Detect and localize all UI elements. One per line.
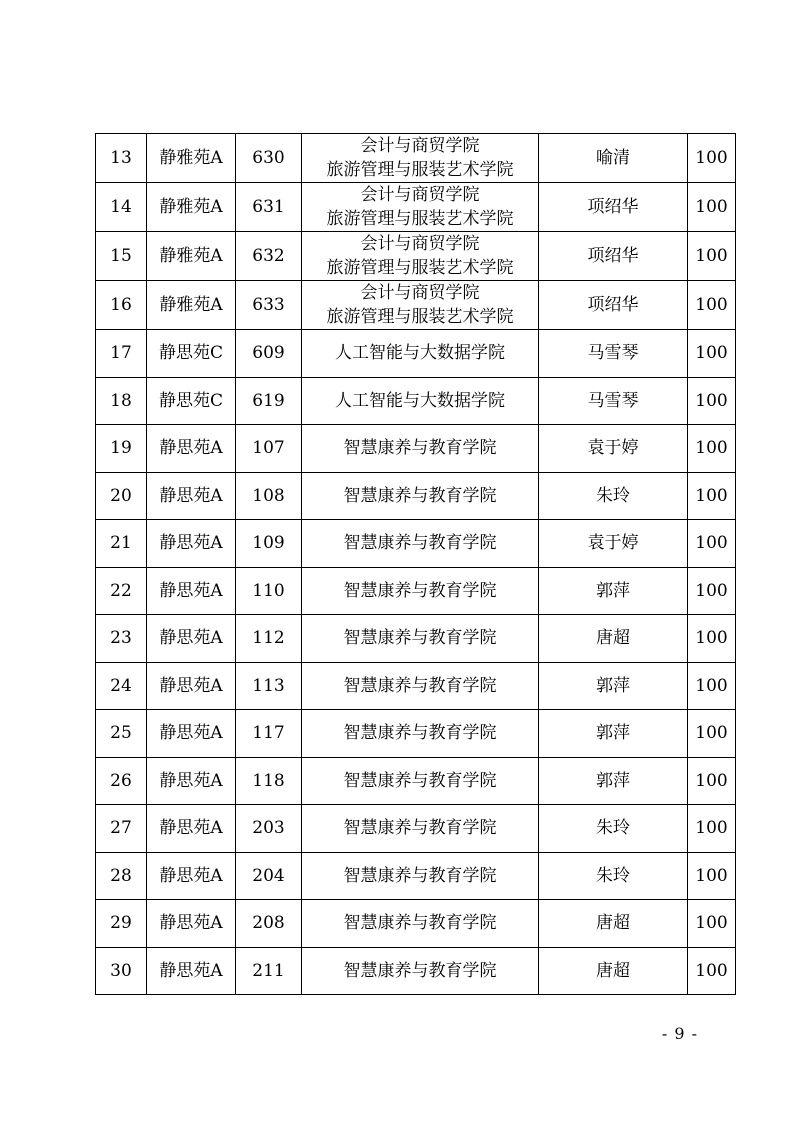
cell-room: 633 (236, 281, 302, 330)
cell-building: 静雅苑A (147, 281, 236, 330)
cell-building: 静思苑A (147, 520, 236, 568)
cell-college (302, 662, 539, 710)
cell-person: 项绍华 (539, 281, 688, 330)
table-row (96, 947, 736, 995)
cell-score: 100 (688, 520, 736, 568)
table-row (96, 805, 736, 853)
college-name: 会计与商贸学院 (360, 136, 480, 156)
cell-score: 100 (688, 281, 736, 330)
cell-building: 静雅苑A (147, 232, 236, 281)
cell-college (302, 615, 539, 663)
cell-person: 唐超 (539, 615, 688, 663)
cell-room: 110 (236, 567, 302, 615)
college-name: 旅游管理与服装艺术学院 (326, 160, 514, 180)
cell-room: 204 (236, 852, 302, 900)
cell-building: 静思苑A (147, 710, 236, 758)
college-name: 智慧康养与教育学院 (343, 628, 497, 649)
cell-person: 郭萍 (539, 567, 688, 615)
cell-person: 马雪琴 (539, 377, 688, 425)
college-name: 智慧康养与教育学院 (343, 818, 497, 839)
college-name: 智慧康养与教育学院 (343, 770, 497, 791)
cell-building: 静思苑A (147, 852, 236, 900)
table-row (96, 662, 736, 710)
cell-number: 28 (96, 852, 147, 900)
cell-person: 郭萍 (539, 757, 688, 805)
table-row (96, 134, 736, 183)
cell-room: 113 (236, 662, 302, 710)
cell-score: 100 (688, 947, 736, 995)
college-name: 会计与商贸学院 (360, 234, 480, 254)
college-name: 会计与商贸学院 (360, 185, 480, 205)
cell-building: 静思苑A (147, 615, 236, 663)
dormitory-table (95, 133, 736, 995)
cell-score: 100 (688, 472, 736, 520)
cell-score: 100 (688, 377, 736, 425)
cell-building: 静思苑A (147, 662, 236, 710)
table-row (96, 281, 736, 330)
cell-building: 静思苑C (147, 330, 236, 378)
cell-score: 100 (688, 330, 736, 378)
cell-college (302, 520, 539, 568)
cell-college (302, 757, 539, 805)
cell-score: 100 (688, 183, 736, 232)
cell-person: 喻清 (539, 134, 688, 183)
cell-college (302, 232, 539, 281)
cell-room: 211 (236, 947, 302, 995)
cell-score: 100 (688, 757, 736, 805)
cell-room: 117 (236, 710, 302, 758)
cell-room: 118 (236, 757, 302, 805)
cell-number: 30 (96, 947, 147, 995)
cell-college (302, 425, 539, 473)
cell-building: 静雅苑A (147, 134, 236, 183)
cell-person: 朱玲 (539, 852, 688, 900)
cell-person: 项绍华 (539, 232, 688, 281)
cell-room: 203 (236, 805, 302, 853)
cell-college (302, 281, 539, 330)
cell-number: 17 (96, 330, 147, 378)
cell-person: 马雪琴 (539, 330, 688, 378)
cell-person: 郭萍 (539, 710, 688, 758)
cell-number: 25 (96, 710, 147, 758)
table-row (96, 567, 736, 615)
college-name: 智慧康养与教育学院 (343, 675, 497, 696)
table-row (96, 900, 736, 948)
college-name: 人工智能与大数据学院 (335, 343, 505, 364)
cell-number: 15 (96, 232, 147, 281)
college-name: 智慧康养与教育学院 (343, 723, 497, 744)
cell-number: 21 (96, 520, 147, 568)
cell-person: 袁于婷 (539, 520, 688, 568)
table-row (96, 520, 736, 568)
cell-person: 唐超 (539, 900, 688, 948)
cell-room: 109 (236, 520, 302, 568)
college-name: 会计与商贸学院 (360, 283, 480, 303)
cell-college (302, 330, 539, 378)
cell-college (302, 134, 539, 183)
college-name: 旅游管理与服装艺术学院 (326, 258, 514, 278)
college-name: 智慧康养与教育学院 (343, 580, 497, 601)
table-row (96, 425, 736, 473)
cell-person: 项绍华 (539, 183, 688, 232)
cell-person: 袁于婷 (539, 425, 688, 473)
college-name: 智慧康养与教育学院 (343, 960, 497, 981)
cell-score: 100 (688, 232, 736, 281)
cell-college (302, 805, 539, 853)
cell-college (302, 377, 539, 425)
cell-person: 郭萍 (539, 662, 688, 710)
cell-room: 632 (236, 232, 302, 281)
cell-score: 100 (688, 662, 736, 710)
cell-room: 631 (236, 183, 302, 232)
cell-person: 唐超 (539, 947, 688, 995)
cell-college (302, 567, 539, 615)
table-row (96, 183, 736, 232)
cell-score: 100 (688, 615, 736, 663)
table-row (96, 615, 736, 663)
cell-college (302, 183, 539, 232)
cell-score: 100 (688, 805, 736, 853)
college-name: 智慧康养与教育学院 (343, 533, 497, 554)
table-row (96, 710, 736, 758)
cell-building: 静思苑A (147, 425, 236, 473)
cell-room: 208 (236, 900, 302, 948)
cell-building: 静思苑A (147, 472, 236, 520)
cell-person: 朱玲 (539, 805, 688, 853)
cell-building: 静思苑A (147, 757, 236, 805)
cell-number: 19 (96, 425, 147, 473)
college-name: 旅游管理与服装艺术学院 (326, 307, 514, 327)
cell-building: 静思苑A (147, 567, 236, 615)
table-row (96, 757, 736, 805)
cell-building: 静思苑A (147, 947, 236, 995)
college-name: 智慧康养与教育学院 (343, 438, 497, 459)
cell-number: 24 (96, 662, 147, 710)
cell-college (302, 900, 539, 948)
table-row (96, 330, 736, 378)
cell-number: 13 (96, 134, 147, 183)
cell-number: 14 (96, 183, 147, 232)
cell-number: 22 (96, 567, 147, 615)
cell-room: 619 (236, 377, 302, 425)
cell-number: 29 (96, 900, 147, 948)
cell-score: 100 (688, 710, 736, 758)
page-number: - 9 - (661, 1024, 699, 1043)
college-name: 智慧康养与教育学院 (343, 913, 497, 934)
table-row (96, 852, 736, 900)
cell-room: 630 (236, 134, 302, 183)
table-row (96, 472, 736, 520)
cell-number: 23 (96, 615, 147, 663)
cell-building: 静思苑C (147, 377, 236, 425)
cell-score: 100 (688, 567, 736, 615)
cell-college (302, 947, 539, 995)
cell-building: 静雅苑A (147, 183, 236, 232)
cell-score: 100 (688, 852, 736, 900)
cell-score: 100 (688, 134, 736, 183)
table-body (96, 134, 736, 995)
cell-room: 107 (236, 425, 302, 473)
table-row (96, 377, 736, 425)
cell-number: 20 (96, 472, 147, 520)
cell-college (302, 710, 539, 758)
cell-room: 108 (236, 472, 302, 520)
table-row (96, 232, 736, 281)
college-name: 旅游管理与服装艺术学院 (326, 209, 514, 229)
cell-room: 112 (236, 615, 302, 663)
college-name: 智慧康养与教育学院 (343, 865, 497, 886)
cell-score: 100 (688, 900, 736, 948)
cell-number: 16 (96, 281, 147, 330)
cell-number: 18 (96, 377, 147, 425)
cell-number: 26 (96, 757, 147, 805)
cell-college (302, 472, 539, 520)
college-name: 智慧康养与教育学院 (343, 485, 497, 506)
cell-building: 静思苑A (147, 900, 236, 948)
college-name: 人工智能与大数据学院 (335, 390, 505, 411)
cell-number: 27 (96, 805, 147, 853)
cell-person: 朱玲 (539, 472, 688, 520)
cell-college (302, 852, 539, 900)
cell-score: 100 (688, 425, 736, 473)
cell-building: 静思苑A (147, 805, 236, 853)
cell-room: 609 (236, 330, 302, 378)
